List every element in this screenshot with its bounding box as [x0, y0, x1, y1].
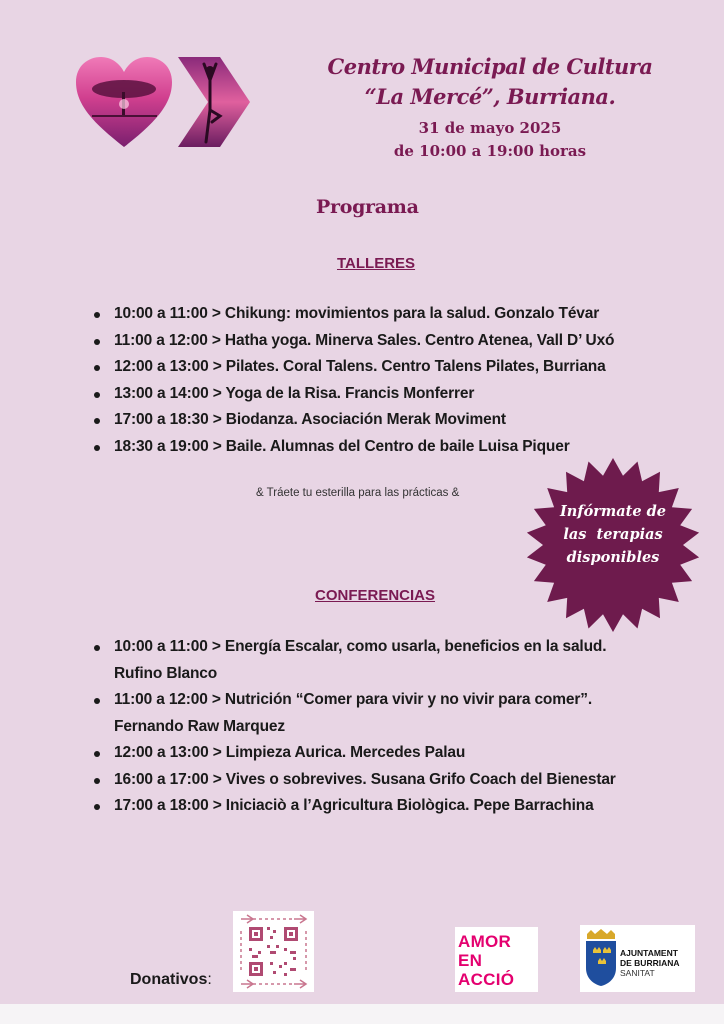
taller-item: 17:00 a 18:30 > Biodanza. Asociación Merak Moviment — [92, 407, 692, 434]
conferencia-speaker: Rufino Blanco — [114, 664, 218, 682]
event-header — [290, 52, 690, 162]
conferencia-item — [92, 634, 692, 687]
donativos-colon: : — [207, 971, 212, 988]
heart-tree-and-yoga-arrow-icon — [72, 52, 262, 152]
conferencia-line: 12:00 a 13:00 > Limpieza Aurica. Mercedes Palau — [114, 744, 466, 761]
venue-line-1: Centro Municipal de Cultura — [327, 54, 653, 79]
star-badge-line-3: disponibles — [566, 549, 660, 566]
amor-line-1: AMOR — [458, 932, 512, 951]
taller-item: 10:00 a 11:00 > Chikung: movimientos para la salud. Gonzalo Tévar — [92, 301, 692, 328]
conferencia-line: 11:00 a 12:00 > Nutrición “Comer para vivir y no vivir para comer”. — [114, 691, 592, 708]
taller-item: 18:30 a 19:00 > Baile. Alumnas del Centro de baile Luisa Piquer — [92, 434, 692, 461]
event-hours: de 10:00 a 19:00 horas — [393, 142, 587, 160]
amor-line-3: ACCIÓ — [458, 970, 515, 989]
venue-line-2: “La Mercé”, Burriana. — [364, 84, 616, 109]
ajuntament-logo — [580, 925, 695, 992]
conferencia-speaker: Fernando Raw Marquez — [114, 717, 285, 735]
talleres-list — [92, 301, 692, 460]
taller-item: 13:00 a 14:00 > Yoga de la Risa. Francis Monferrer — [92, 381, 692, 408]
burriana-coat-of-arms-icon — [583, 928, 619, 988]
conferencia-line: 16:00 a 17:00 > Vives o sobrevives. Susana Grifo Coach del Bienestar — [114, 770, 616, 788]
ajuntament-line-2: DE BURRIANA — [620, 958, 680, 968]
program-title: Programa — [316, 196, 419, 218]
ajuntament-text — [620, 948, 680, 978]
mat-note: & Tráete tu esterilla para las prácticas & — [256, 487, 460, 499]
conferencia-line: 10:00 a 11:00 > Energía Escalar, como usarla, beneficios en la salud. — [114, 638, 607, 655]
star-badge-line-2: las terapias — [563, 526, 663, 543]
star-badge — [525, 500, 701, 569]
qr-code[interactable] — [233, 911, 314, 992]
star-badge-line-1: Infórmate de — [560, 503, 666, 520]
event-date: 31 de mayo 2025 — [418, 119, 562, 137]
conferencia-line: 17:00 a 18:00 > Iniciaciò a l’Agricultura Biològica. Pepe Barrachina — [114, 797, 594, 814]
conferencia-item — [92, 740, 692, 767]
bottom-strip — [0, 1004, 724, 1024]
taller-item: 12:00 a 13:00 > Pilates. Coral Talens. Centro Talens Pilates, Burriana — [92, 354, 692, 381]
ajuntament-line-3: SANITAT — [620, 968, 655, 978]
ajuntament-line-1: AJUNTAMENT — [620, 948, 678, 958]
qr-code-icon — [233, 911, 314, 992]
taller-item: 11:00 a 12:00 > Hatha yoga. Minerva Sales. Centro Atenea, Vall D’ Uxó — [92, 328, 692, 355]
donativos-label — [130, 971, 212, 989]
conferencia-item — [92, 687, 692, 740]
amor-line-2: EN — [458, 951, 483, 970]
conferencia-item — [92, 767, 692, 794]
amor-en-accio-logo — [455, 927, 538, 992]
conferencias-title: CONFERENCIAS — [315, 587, 436, 604]
talleres-title: TALLERES — [337, 255, 416, 272]
conferencia-item — [92, 793, 692, 820]
conferencias-list — [92, 634, 692, 820]
donativos-text: Donativos — [130, 971, 208, 988]
